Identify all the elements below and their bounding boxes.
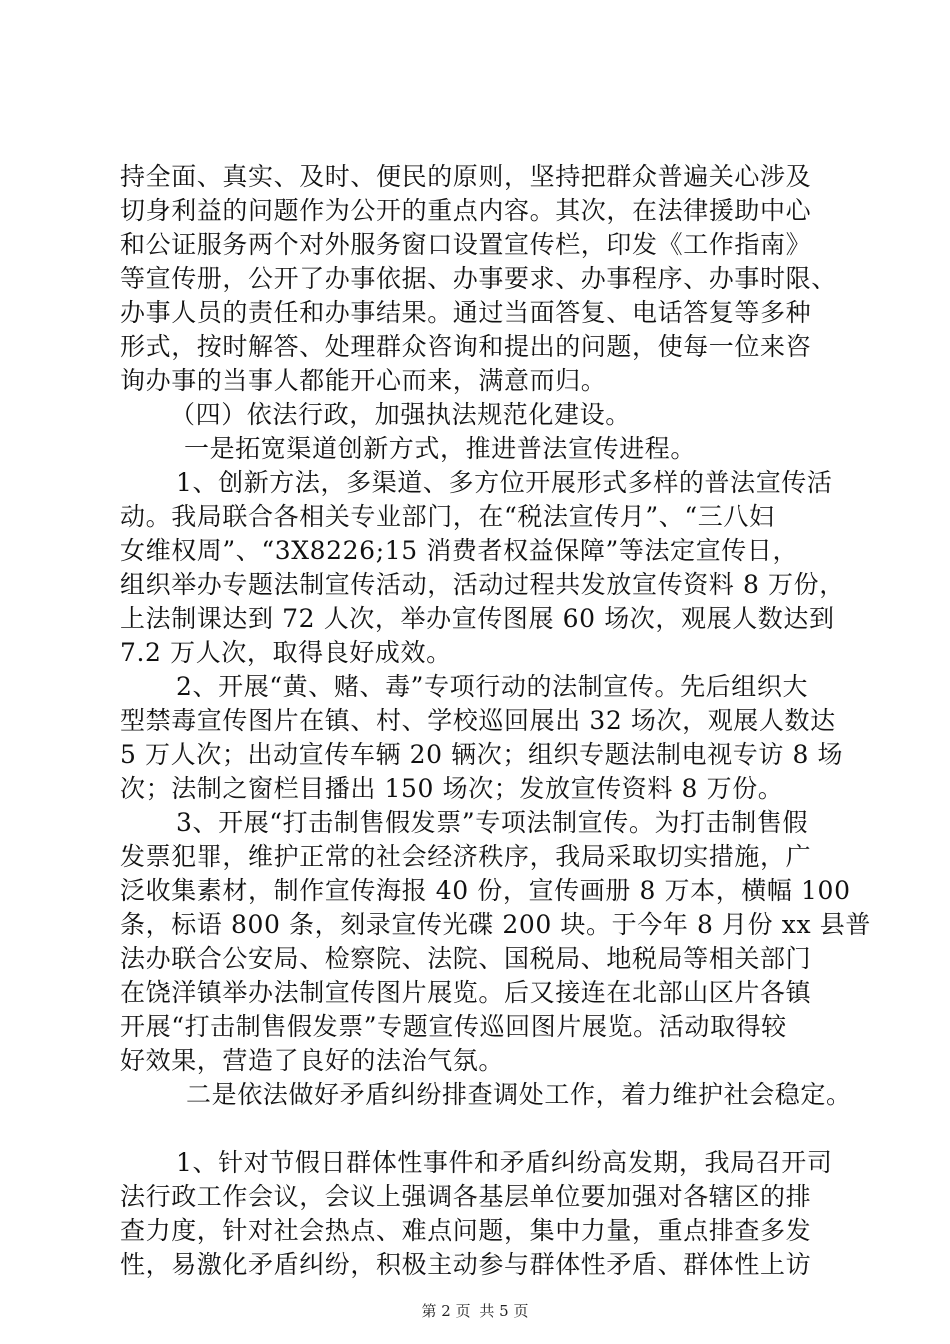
document-body (120, 160, 871, 1282)
blank-line (120, 1112, 840, 1146)
subsection-heading: 一是拓宽渠道创新方式，推进普法宣传进程。 (184, 434, 697, 463)
text-line: 好效果，营造了良好的法治气氛。 (120, 1046, 505, 1075)
text-line: 办事人员的责任和办事结果。通过当面答复、电话答复等多种 (120, 298, 812, 327)
text-line: 询办事的当事人都能开心而来，满意而归。 (120, 366, 607, 395)
text-line: 5 万人次；出动宣传车辆 20 辆次；组织专题法制电视专访 8 场 (120, 740, 844, 769)
text-line: 发票犯罪，维护正常的社会经济秩序，我局采取切实措施，广 (120, 842, 812, 871)
text-line: 1、针对节假日群体性事件和矛盾纠纷高发期，我局召开司 (176, 1148, 833, 1177)
text-line: 切身利益的问题作为公开的重点内容。其次，在法律援助中心 (120, 196, 812, 225)
text-line: 法办联合公安局、检察院、法院、国税局、地税局等相关部门 (120, 944, 812, 973)
text-line: 和公证服务两个对外服务窗口设置宣传栏，印发《工作指南》 (120, 230, 812, 259)
text-line: 泛收集素材，制作宣传海报 40 份，宣传画册 8 万本，横幅 100 (120, 876, 851, 905)
text-line: 法行政工作会议，会议上强调各基层单位要加强对各辖区的排 (120, 1182, 812, 1211)
subsection-heading: 二是依法做好矛盾纠纷排查调处工作，着力维护社会稳定。 (186, 1080, 852, 1109)
text-line: 1、创新方法，多渠道、多方位开展形式多样的普法宣传活 (176, 468, 833, 497)
text-line: 女维权周”、“3X8226;15 消费者权益保障”等法定宣传日， (120, 536, 799, 565)
page-total: 共 5 页 (479, 1302, 529, 1320)
text-line: 在饶洋镇举办法制宣传图片展览。后又接连在北部山区片各镇 (120, 978, 812, 1007)
page-footer (0, 1300, 950, 1321)
text-line: 上法制课达到 72 人次，举办宣传图展 60 场次，观展人数达到 (120, 604, 835, 633)
text-line: 性，易激化矛盾纠纷，积极主动参与群体性矛盾、群体性上访 (120, 1250, 812, 1279)
text-line: 形式，按时解答、处理群众咨询和提出的问题，使每一位来咨 (120, 332, 812, 361)
text-line: 3、开展“打击制售假发票”专项法制宣传。为打击制售假 (176, 808, 809, 837)
text-line: 7.2 万人次，取得良好成效。 (120, 638, 452, 667)
page-number: 第 2 页 (421, 1302, 471, 1320)
section-heading: （四）依法行政，加强执法规范化建设。 (170, 400, 631, 429)
text-line: 型禁毒宣传图片在镇、村、学校巡回展出 32 场次，观展人数达 (120, 706, 836, 735)
text-line: 动。我局联合各相关专业部门，在“税法宣传月”、“三八妇 (120, 502, 775, 531)
text-line: 次；法制之窗栏目播出 150 场次；发放宣传资料 8 万份。 (120, 774, 784, 803)
text-line: 2、开展“黄、赌、毒”专项行动的法制宣传。先后组织大 (176, 672, 809, 701)
text-line: 持全面、真实、及时、便民的原则，坚持把群众普遍关心涉及 (120, 162, 812, 191)
text-line: 组织举办专题法制宣传活动，活动过程共发放宣传资料 8 万份， (120, 570, 845, 599)
text-line: 条，标语 800 条，刻录宣传光碟 200 块。于今年 8 月份 xx 县普 (120, 910, 871, 939)
text-line: 等宣传册，公开了办事依据、办事要求、办事程序、办事时限、 (120, 264, 837, 293)
text-line: 开展“打击制售假发票”专题宣传巡回图片展览。活动取得较 (120, 1012, 787, 1041)
text-line: 查力度，针对社会热点、难点问题，集中力量，重点排查多发 (120, 1216, 812, 1245)
